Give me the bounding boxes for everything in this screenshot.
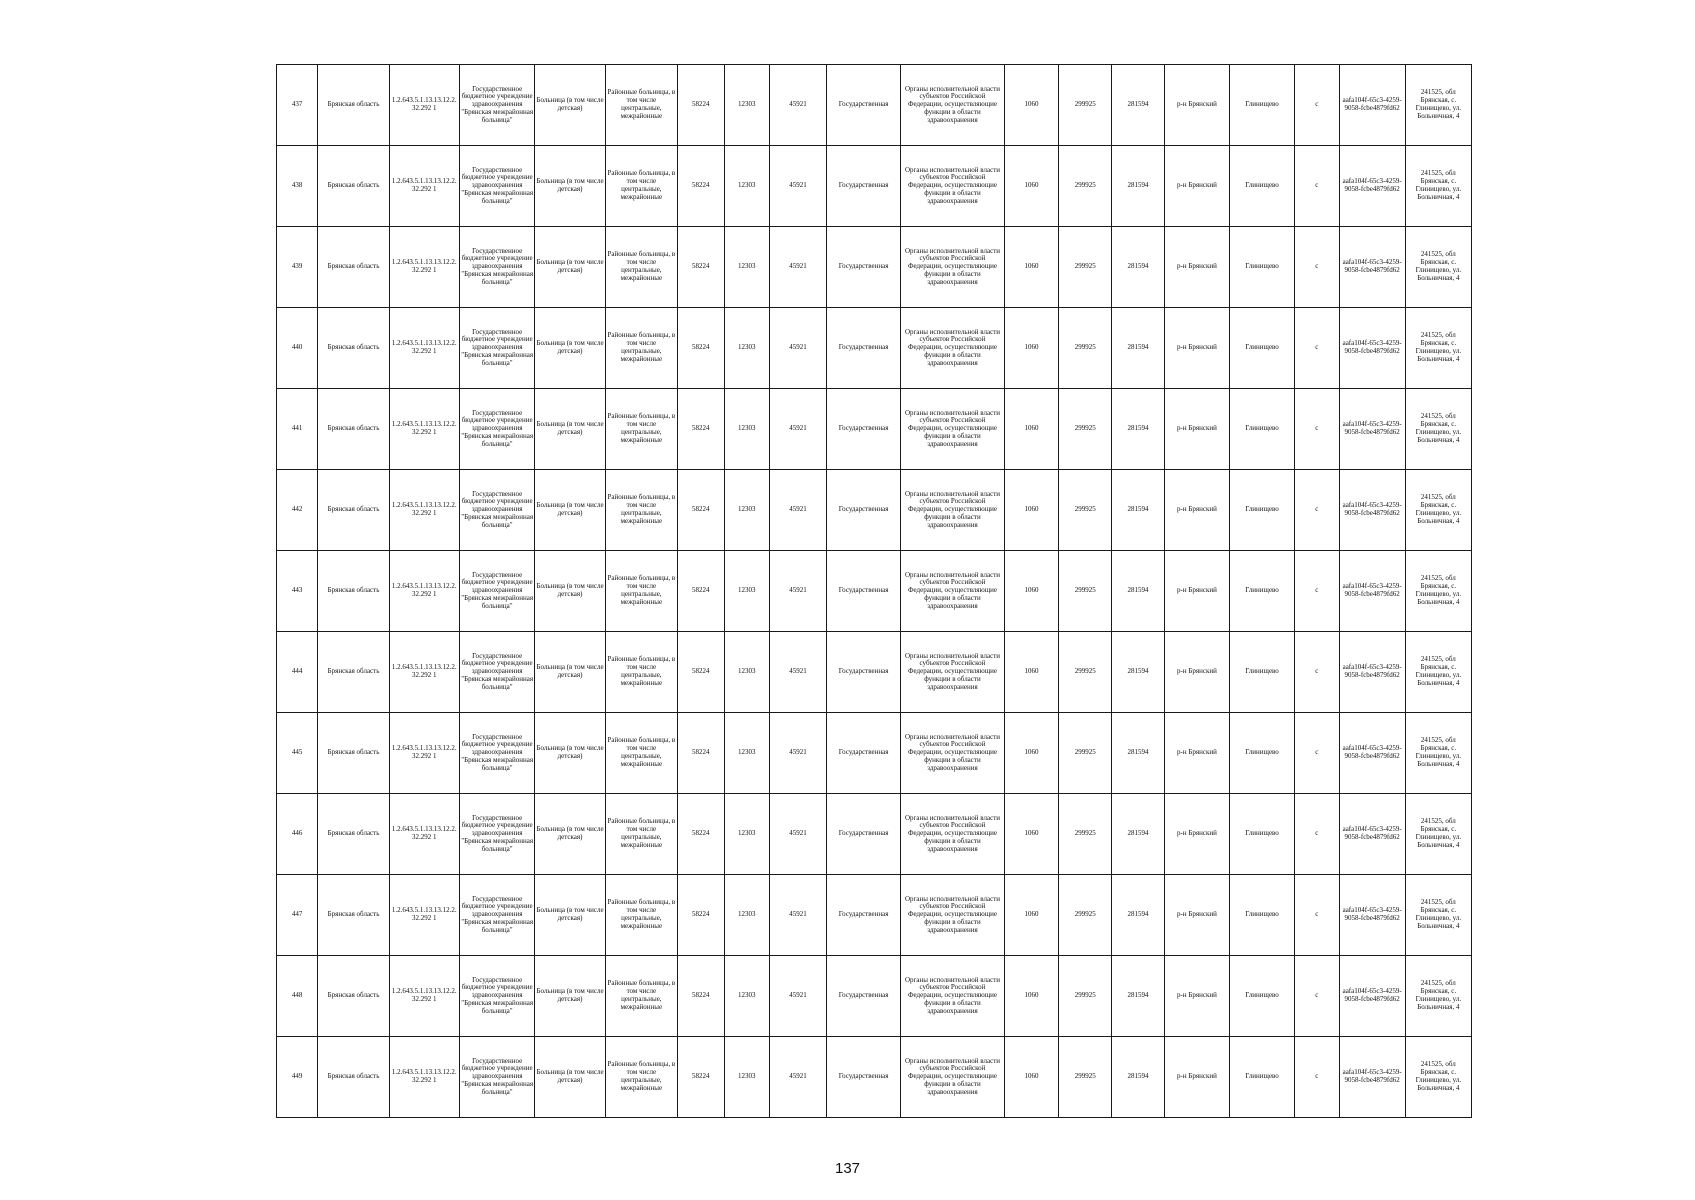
oid-cell: 1.2.643.5.1.13.13.12.2.32.292 1 [389,875,459,956]
uid-cell: aafa104f-65c3-4259-9058-fcbe4879fd62 [1339,65,1405,146]
locality-cell: Глинищево [1230,389,1295,470]
uid-cell: aafa104f-65c3-4259-9058-fcbe4879fd62 [1339,956,1405,1037]
code2-cell: 12303 [724,632,769,713]
code2-cell: 12303 [724,713,769,794]
uid-cell: aafa104f-65c3-4259-9058-fcbe4879fd62 [1339,551,1405,632]
code5-cell: 299925 [1059,956,1112,1037]
authority-cell: Органы исполнительной власти субъектов Российской Федерации, осуществляющие функции в области здравоохранения [901,632,1004,713]
region-cell: Брянская область [318,713,389,794]
locality-cell: Глинищево [1230,470,1295,551]
code5-cell: 299925 [1059,794,1112,875]
category-cell: Районные больницы, в том числе центральные, межрайонные [605,308,677,389]
code5-cell: 299925 [1059,713,1112,794]
institution-kind-cell: Больница (в том числе детская) [535,1037,605,1118]
code1-cell: 58224 [678,632,725,713]
code2-cell: 12303 [724,875,769,956]
table-row [277,65,1472,146]
code4-cell: 1060 [1004,632,1059,713]
locality-cell: Глинищево [1230,227,1295,308]
table-row [277,389,1472,470]
code4-cell: 1060 [1004,551,1059,632]
authority-cell: Органы исполнительной власти субъектов Российской Федерации, осуществляющие функции в области здравоохранения [901,65,1004,146]
code6-cell: 281594 [1112,65,1165,146]
authority-cell: Органы исполнительной власти субъектов Российской Федерации, осуществляющие функции в области здравоохранения [901,389,1004,470]
uid-cell: aafa104f-65c3-4259-9058-fcbe4879fd62 [1339,308,1405,389]
institution-name-cell: Государственное бюджетное учреждение здравоохранения "Брянская межрайонная больница" [459,875,534,956]
district-cell: р-н Брянский [1164,470,1229,551]
region-cell: Брянская область [318,146,389,227]
locality-cell: Глинищево [1230,632,1295,713]
district-cell: р-н Брянский [1164,713,1229,794]
region-cell: Брянская область [318,65,389,146]
row-number: 440 [277,308,318,389]
address-cell: 241525, обл Брянская, с. Глинищево, ул. Больничная, 4 [1405,470,1471,551]
locality-cell: Глинищево [1230,65,1295,146]
code4-cell: 1060 [1004,227,1059,308]
code5-cell: 299925 [1059,875,1112,956]
code4-cell: 1060 [1004,389,1059,470]
ownership-cell: Государственная [826,389,900,470]
code2-cell: 12303 [724,227,769,308]
table-row [277,551,1472,632]
oid-cell: 1.2.643.5.1.13.13.12.2.32.292 1 [389,65,459,146]
oid-cell: 1.2.643.5.1.13.13.12.2.32.292 1 [389,713,459,794]
row-number: 437 [277,65,318,146]
region-cell: Брянская область [318,227,389,308]
code2-cell: 12303 [724,1037,769,1118]
code6-cell: 281594 [1112,146,1165,227]
institution-kind-cell: Больница (в том числе детская) [535,65,605,146]
code5-cell: 299925 [1059,470,1112,551]
authority-cell: Органы исполнительной власти субъектов Российской Федерации, осуществляющие функции в области здравоохранения [901,146,1004,227]
page-number: 137 [834,1160,861,1177]
code2-cell: 12303 [724,308,769,389]
category-cell: Районные больницы, в том числе центральные, межрайонные [605,65,677,146]
authority-cell: Органы исполнительной власти субъектов Российской Федерации, осуществляющие функции в области здравоохранения [901,875,1004,956]
ownership-cell: Государственная [826,1037,900,1118]
category-cell: Районные больницы, в том числе центральные, межрайонные [605,146,677,227]
code5-cell: 299925 [1059,632,1112,713]
address-cell: 241525, обл Брянская, с. Глинищево, ул. Больничная, 4 [1405,308,1471,389]
code1-cell: 58224 [678,875,725,956]
uid-cell: aafa104f-65c3-4259-9058-fcbe4879fd62 [1339,470,1405,551]
category-cell: Районные больницы, в том числе центральные, межрайонные [605,713,677,794]
locality-cell: Глинищево [1230,551,1295,632]
district-cell: р-н Брянский [1164,956,1229,1037]
district-cell: р-н Брянский [1164,389,1229,470]
institution-name-cell: Государственное бюджетное учреждение здравоохранения "Брянская межрайонная больница" [459,956,534,1037]
code5-cell: 299925 [1059,551,1112,632]
ownership-cell: Государственная [826,470,900,551]
region-cell: Брянская область [318,1037,389,1118]
row-number: 442 [277,470,318,551]
code6-cell: 281594 [1112,794,1165,875]
code4-cell: 1060 [1004,146,1059,227]
code2-cell: 12303 [724,389,769,470]
registry-body [277,65,1472,1118]
category-cell: Районные больницы, в том числе центральные, межрайонные [605,551,677,632]
institution-kind-cell: Больница (в том числе детская) [535,146,605,227]
ownership-cell: Государственная [826,65,900,146]
region-cell: Брянская область [318,389,389,470]
institution-name-cell: Государственное бюджетное учреждение здравоохранения "Брянская межрайонная больница" [459,632,534,713]
locality-type-cell: с [1295,146,1339,227]
locality-type-cell: с [1295,65,1339,146]
row-number: 446 [277,794,318,875]
category-cell: Районные больницы, в том числе центральные, межрайонные [605,875,677,956]
oid-cell: 1.2.643.5.1.13.13.12.2.32.292 1 [389,794,459,875]
institution-kind-cell: Больница (в том числе детская) [535,713,605,794]
code1-cell: 58224 [678,146,725,227]
authority-cell: Органы исполнительной власти субъектов Российской Федерации, осуществляющие функции в области здравоохранения [901,227,1004,308]
uid-cell: aafa104f-65c3-4259-9058-fcbe4879fd62 [1339,713,1405,794]
authority-cell: Органы исполнительной власти субъектов Российской Федерации, осуществляющие функции в области здравоохранения [901,308,1004,389]
code2-cell: 12303 [724,146,769,227]
uid-cell: aafa104f-65c3-4259-9058-fcbe4879fd62 [1339,227,1405,308]
code4-cell: 1060 [1004,65,1059,146]
table-row [277,146,1472,227]
locality-cell: Глинищево [1230,956,1295,1037]
table-row [277,713,1472,794]
district-cell: р-н Брянский [1164,794,1229,875]
category-cell: Районные больницы, в том числе центральные, межрайонные [605,389,677,470]
row-number: 444 [277,632,318,713]
authority-cell: Органы исполнительной власти субъектов Российской Федерации, осуществляющие функции в области здравоохранения [901,1037,1004,1118]
region-cell: Брянская область [318,308,389,389]
authority-cell: Органы исполнительной власти субъектов Российской Федерации, осуществляющие функции в области здравоохранения [901,794,1004,875]
code3-cell: 45921 [770,308,827,389]
code3-cell: 45921 [770,146,827,227]
uid-cell: aafa104f-65c3-4259-9058-fcbe4879fd62 [1339,794,1405,875]
code6-cell: 281594 [1112,470,1165,551]
institution-kind-cell: Больница (в том числе детская) [535,308,605,389]
ownership-cell: Государственная [826,632,900,713]
category-cell: Районные больницы, в том числе центральные, межрайонные [605,794,677,875]
code5-cell: 299925 [1059,65,1112,146]
table-row [277,308,1472,389]
institution-kind-cell: Больница (в том числе детская) [535,470,605,551]
code4-cell: 1060 [1004,470,1059,551]
code6-cell: 281594 [1112,1037,1165,1118]
row-number: 438 [277,146,318,227]
row-number: 448 [277,956,318,1037]
table-row [277,632,1472,713]
ownership-cell: Государственная [826,227,900,308]
code2-cell: 12303 [724,794,769,875]
oid-cell: 1.2.643.5.1.13.13.12.2.32.292 1 [389,1037,459,1118]
locality-type-cell: с [1295,470,1339,551]
code4-cell: 1060 [1004,1037,1059,1118]
row-number: 441 [277,389,318,470]
address-cell: 241525, обл Брянская, с. Глинищево, ул. Больничная, 4 [1405,389,1471,470]
table-row [277,956,1472,1037]
code5-cell: 299925 [1059,146,1112,227]
locality-type-cell: с [1295,227,1339,308]
region-cell: Брянская область [318,470,389,551]
ownership-cell: Государственная [826,875,900,956]
code6-cell: 281594 [1112,956,1165,1037]
oid-cell: 1.2.643.5.1.13.13.12.2.32.292 1 [389,956,459,1037]
address-cell: 241525, обл Брянская, с. Глинищево, ул. Больничная, 4 [1405,956,1471,1037]
code3-cell: 45921 [770,956,827,1037]
institution-name-cell: Государственное бюджетное учреждение здравоохранения "Брянская межрайонная больница" [459,713,534,794]
row-number: 445 [277,713,318,794]
address-cell: 241525, обл Брянская, с. Глинищево, ул. Больничная, 4 [1405,794,1471,875]
region-cell: Брянская область [318,794,389,875]
institution-kind-cell: Больница (в том числе детская) [535,551,605,632]
code4-cell: 1060 [1004,956,1059,1037]
code4-cell: 1060 [1004,875,1059,956]
institution-name-cell: Государственное бюджетное учреждение здравоохранения "Брянская межрайонная больница" [459,308,534,389]
address-cell: 241525, обл Брянская, с. Глинищево, ул. Больничная, 4 [1405,551,1471,632]
code6-cell: 281594 [1112,875,1165,956]
oid-cell: 1.2.643.5.1.13.13.12.2.32.292 1 [389,551,459,632]
oid-cell: 1.2.643.5.1.13.13.12.2.32.292 1 [389,389,459,470]
oid-cell: 1.2.643.5.1.13.13.12.2.32.292 1 [389,632,459,713]
code2-cell: 12303 [724,956,769,1037]
locality-cell: Глинищево [1230,794,1295,875]
code4-cell: 1060 [1004,713,1059,794]
authority-cell: Органы исполнительной власти субъектов Российской Федерации, осуществляющие функции в области здравоохранения [901,551,1004,632]
code2-cell: 12303 [724,470,769,551]
category-cell: Районные больницы, в том числе центральные, межрайонные [605,632,677,713]
ownership-cell: Государственная [826,308,900,389]
table-row [277,470,1472,551]
code6-cell: 281594 [1112,551,1165,632]
code5-cell: 299925 [1059,227,1112,308]
locality-cell: Глинищево [1230,308,1295,389]
code3-cell: 45921 [770,470,827,551]
row-number: 449 [277,1037,318,1118]
code3-cell: 45921 [770,65,827,146]
uid-cell: aafa104f-65c3-4259-9058-fcbe4879fd62 [1339,389,1405,470]
code1-cell: 58224 [678,389,725,470]
district-cell: р-н Брянский [1164,146,1229,227]
code3-cell: 45921 [770,227,827,308]
locality-cell: Глинищево [1230,875,1295,956]
institution-kind-cell: Больница (в том числе детская) [535,794,605,875]
code1-cell: 58224 [678,65,725,146]
code2-cell: 12303 [724,65,769,146]
ownership-cell: Государственная [826,713,900,794]
address-cell: 241525, обл Брянская, с. Глинищево, ул. Больничная, 4 [1405,1037,1471,1118]
category-cell: Районные больницы, в том числе центральные, межрайонные [605,1037,677,1118]
table-row [277,1037,1472,1118]
uid-cell: aafa104f-65c3-4259-9058-fcbe4879fd62 [1339,146,1405,227]
category-cell: Районные больницы, в том числе центральные, межрайонные [605,956,677,1037]
code1-cell: 58224 [678,713,725,794]
district-cell: р-н Брянский [1164,308,1229,389]
locality-type-cell: с [1295,389,1339,470]
institution-name-cell: Государственное бюджетное учреждение здравоохранения "Брянская межрайонная больница" [459,227,534,308]
locality-cell: Глинищево [1230,146,1295,227]
locality-type-cell: с [1295,1037,1339,1118]
authority-cell: Органы исполнительной власти субъектов Российской Федерации, осуществляющие функции в области здравоохранения [901,956,1004,1037]
locality-cell: Глинищево [1230,1037,1295,1118]
authority-cell: Органы исполнительной власти субъектов Российской Федерации, осуществляющие функции в области здравоохранения [901,713,1004,794]
locality-type-cell: с [1295,794,1339,875]
registry-table [276,64,1472,1118]
locality-type-cell: с [1295,875,1339,956]
ownership-cell: Государственная [826,956,900,1037]
ownership-cell: Государственная [826,146,900,227]
code4-cell: 1060 [1004,794,1059,875]
code3-cell: 45921 [770,551,827,632]
code3-cell: 45921 [770,875,827,956]
district-cell: р-н Брянский [1164,632,1229,713]
code6-cell: 281594 [1112,713,1165,794]
district-cell: р-н Брянский [1164,1037,1229,1118]
locality-type-cell: с [1295,551,1339,632]
ownership-cell: Государственная [826,551,900,632]
oid-cell: 1.2.643.5.1.13.13.12.2.32.292 1 [389,227,459,308]
address-cell: 241525, обл Брянская, с. Глинищево, ул. Больничная, 4 [1405,65,1471,146]
code5-cell: 299925 [1059,1037,1112,1118]
row-number: 439 [277,227,318,308]
code3-cell: 45921 [770,632,827,713]
code2-cell: 12303 [724,551,769,632]
table-row [277,794,1472,875]
code3-cell: 45921 [770,713,827,794]
institution-kind-cell: Больница (в том числе детская) [535,389,605,470]
code1-cell: 58224 [678,551,725,632]
code3-cell: 45921 [770,389,827,470]
locality-type-cell: с [1295,308,1339,389]
institution-kind-cell: Больница (в том числе детская) [535,227,605,308]
institution-name-cell: Государственное бюджетное учреждение здравоохранения "Брянская межрайонная больница" [459,1037,534,1118]
row-number: 447 [277,875,318,956]
institution-name-cell: Государственное бюджетное учреждение здравоохранения "Брянская межрайонная больница" [459,65,534,146]
locality-type-cell: с [1295,956,1339,1037]
district-cell: р-н Брянский [1164,551,1229,632]
code6-cell: 281594 [1112,632,1165,713]
institution-name-cell: Государственное бюджетное учреждение здравоохранения "Брянская межрайонная больница" [459,551,534,632]
code5-cell: 299925 [1059,308,1112,389]
institution-name-cell: Государственное бюджетное учреждение здравоохранения "Брянская межрайонная больница" [459,794,534,875]
district-cell: р-н Брянский [1164,875,1229,956]
address-cell: 241525, обл Брянская, с. Глинищево, ул. Больничная, 4 [1405,227,1471,308]
code1-cell: 58224 [678,470,725,551]
institution-kind-cell: Больница (в том числе детская) [535,632,605,713]
oid-cell: 1.2.643.5.1.13.13.12.2.32.292 1 [389,470,459,551]
address-cell: 241525, обл Брянская, с. Глинищево, ул. Больничная, 4 [1405,713,1471,794]
locality-cell: Глинищево [1230,713,1295,794]
category-cell: Районные больницы, в том числе центральные, межрайонные [605,470,677,551]
code3-cell: 45921 [770,794,827,875]
institution-name-cell: Государственное бюджетное учреждение здравоохранения "Брянская межрайонная больница" [459,470,534,551]
code1-cell: 58224 [678,1037,725,1118]
institution-kind-cell: Больница (в том числе детская) [535,956,605,1037]
region-cell: Брянская область [318,956,389,1037]
district-cell: р-н Брянский [1164,65,1229,146]
region-cell: Брянская область [318,632,389,713]
code1-cell: 58224 [678,794,725,875]
code1-cell: 58224 [678,308,725,389]
institution-name-cell: Государственное бюджетное учреждение здравоохранения "Брянская межрайонная больница" [459,146,534,227]
category-cell: Районные больницы, в том числе центральные, межрайонные [605,227,677,308]
region-cell: Брянская область [318,551,389,632]
table-row [277,875,1472,956]
locality-type-cell: с [1295,713,1339,794]
institution-kind-cell: Больница (в том числе детская) [535,875,605,956]
district-cell: р-н Брянский [1164,227,1229,308]
code1-cell: 58224 [678,956,725,1037]
code6-cell: 281594 [1112,389,1165,470]
table-row [277,227,1472,308]
oid-cell: 1.2.643.5.1.13.13.12.2.32.292 1 [389,146,459,227]
oid-cell: 1.2.643.5.1.13.13.12.2.32.292 1 [389,308,459,389]
address-cell: 241525, обл Брянская, с. Глинищево, ул. Больничная, 4 [1405,146,1471,227]
institution-name-cell: Государственное бюджетное учреждение здравоохранения "Брянская межрайонная больница" [459,389,534,470]
address-cell: 241525, обл Брянская, с. Глинищево, ул. Больничная, 4 [1405,875,1471,956]
ownership-cell: Государственная [826,794,900,875]
code6-cell: 281594 [1112,308,1165,389]
address-cell: 241525, обл Брянская, с. Глинищево, ул. Больничная, 4 [1405,632,1471,713]
locality-type-cell: с [1295,632,1339,713]
code6-cell: 281594 [1112,227,1165,308]
region-cell: Брянская область [318,875,389,956]
row-number: 443 [277,551,318,632]
code4-cell: 1060 [1004,308,1059,389]
code5-cell: 299925 [1059,389,1112,470]
code1-cell: 58224 [678,227,725,308]
uid-cell: aafa104f-65c3-4259-9058-fcbe4879fd62 [1339,632,1405,713]
uid-cell: aafa104f-65c3-4259-9058-fcbe4879fd62 [1339,875,1405,956]
uid-cell: aafa104f-65c3-4259-9058-fcbe4879fd62 [1339,1037,1405,1118]
code3-cell: 45921 [770,1037,827,1118]
authority-cell: Органы исполнительной власти субъектов Российской Федерации, осуществляющие функции в области здравоохранения [901,470,1004,551]
